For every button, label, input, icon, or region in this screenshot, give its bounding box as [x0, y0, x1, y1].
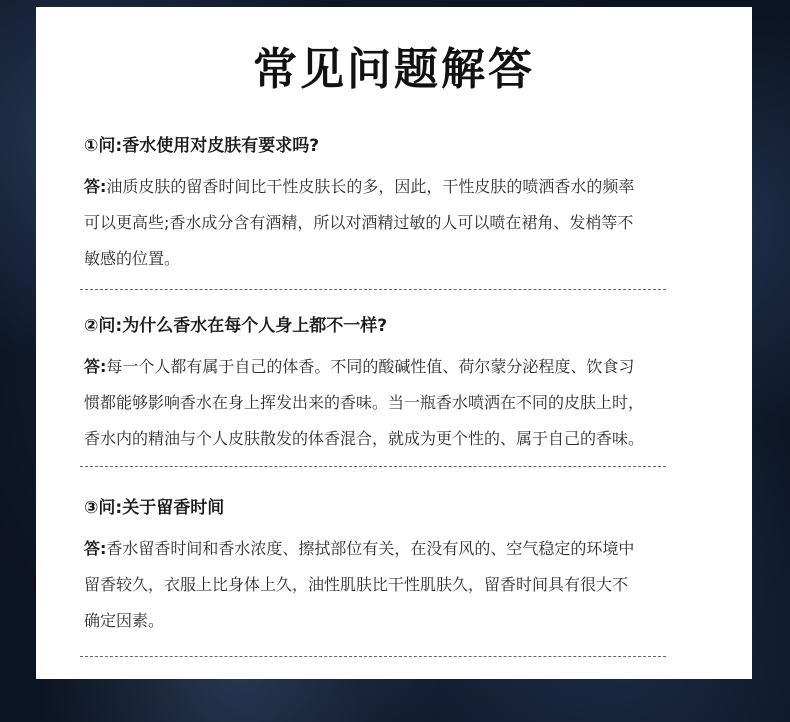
- faq-answer-3: [84, 531, 714, 639]
- answer-line: 留香较久，衣服上比身体上久，油性肌肤比干性肌肤久，留香时间具有很大不: [84, 575, 629, 594]
- answer-label: 答:: [84, 539, 107, 558]
- answer-line: 香水内的精油与个人皮肤散发的体香混合，就成为更个性的、属于自己的香味。: [84, 429, 645, 448]
- answer-line: 香水留香时间和香水浓度、擦拭部位有关，在没有风的、空气稳定的环境中: [106, 539, 635, 558]
- faq-answer-1: [84, 169, 714, 277]
- answer-line: 敏感的位置。: [84, 249, 181, 268]
- faq-answer-2: [84, 349, 714, 457]
- dashed-divider: [80, 656, 666, 657]
- page-title: 常见问题解答: [253, 44, 535, 95]
- faq-item-2: [84, 315, 714, 457]
- faq-question-1: ①问:香水使用对皮肤有要求吗?: [84, 136, 320, 156]
- answer-label: 答:: [84, 357, 107, 376]
- faq-question-2: ②问:为什么香水在每个人身上都不一样?: [84, 316, 388, 336]
- faq-panel: [36, 7, 752, 679]
- answer-line: 可以更高些;香水成分含有酒精，所以对酒精过敏的人可以喷在裙角、发梢等不: [84, 213, 634, 232]
- answer-line: 油质皮肤的留香时间比干性皮肤长的多，因此，干性皮肤的喷洒香水的频率: [106, 177, 635, 196]
- dashed-divider: [80, 289, 666, 290]
- answer-line: 每一个人都有属于自己的体香。不同的酸碱性值、荷尔蒙分泌程度、饮食习: [106, 357, 635, 376]
- answer-line: 惯都能够影响香水在身上挥发出来的香味。当一瓶香水喷洒在不同的皮肤上时，: [84, 393, 645, 412]
- answer-label: 答:: [84, 177, 107, 196]
- faq-item-1: [84, 135, 714, 277]
- answer-line: 确定因素。: [84, 611, 165, 630]
- dashed-divider: [80, 466, 666, 467]
- faq-item-3: [84, 497, 714, 639]
- faq-question-3: ③问:关于留香时间: [84, 498, 225, 518]
